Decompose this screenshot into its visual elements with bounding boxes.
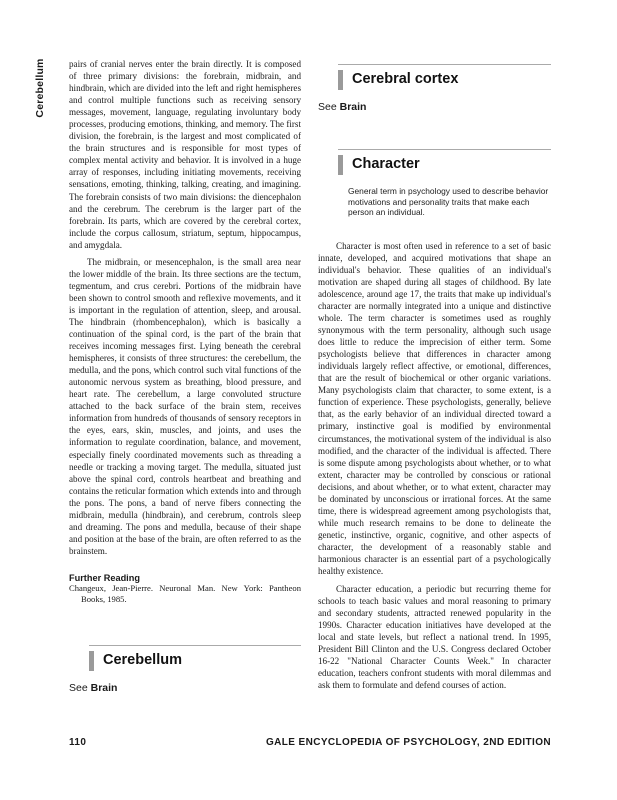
left-column <box>69 58 301 694</box>
further-reading-heading: Further Reading <box>69 572 140 583</box>
further-reading-ref: Changeux, Jean-Pierre. Neuronal Man. New York: Pantheon Books, 1985. <box>69 582 301 605</box>
character-paragraph-2: Character education, a periodic but recurring theme for schools to teach basic values and moral reasoning to primary and secondary students, attracted renewed popularity in the 1990s. Character education initiatives have developed at the local and state levels, but reflect a national trend. In 1995, President Bill Clinton and the U.S. Congress declared October 16-22 "National Character Counts Week." In character education, teachers confront students with moral dilemmas and ask them to formulate and defend courses of action. <box>318 584 551 691</box>
section-bar <box>338 70 343 90</box>
section-bar <box>338 155 343 175</box>
character-definition: General term in psychology used to describe behavior motivations and personality traits that make each person an individual. <box>348 186 549 218</box>
brain-paragraph-1: pairs of cranial nerves enter the brain directly. It is composed of three primary divisions: the forebrain, midbrain, and hindbrain, which are divided into the left and right hemispheres and control multiple functions such as receiving sensory messages, movement, language, regulating involuntary body processes, producing emotions, thinking, and memory. The first division, the forebrain, is the largest and most complicated of the brain structures and is responsible for most types of complex mental activity and behavior. It is involved in a huge array of responses, including initiating movements, receiving sensations, emoting, thinking, talking, creating, and imagining. The forebrain consists of two main divisions: the diencephalon and the cerebrum. The cerebrum is the larger part of the forebrain. Its parts, which are covered by the cerebral cortex, include the corpus callosum, striatum, septum, hippocampus, and amygdala. <box>69 59 301 250</box>
section-rule <box>89 645 301 646</box>
see-prefix: See <box>69 682 88 695</box>
character-paragraph-1: Character is most often used in reference to a set of basic innate, developed, and acquired motivations that shape an individual's behavior. These qualities of an individual's motivation are shaped during all stages of childhood. By late adolescence, around age 17, the traits that make up individual's character are normally integrated into a unique and distinctive whole. The term character is sometimes used as roughly synonymous with the term personality, although such usage does little to reduce the imprecision of either term. Some psychologists believe that differences in character among individuals largely reflect affective, or emotional, differences, that are the result of biochemical or other organic variations. Many psychologists claim that character, to some extent, is a function of experience. These psychologists, generally, believe that, as the early behavior of an individual directed toward a primary, instinctive goal is modified by environmental circumstances, the motivational system of the individual is also modified, and the character of the individual is affected. There is some dispute among psychologists about whether, or to what extent, character may be controlled by conscious or rational decisions, and about whether, or to what extent, character may be dominated by unconscious or irrational forces. At the same time, there is widespread agreement among psychologists that, while much research remains to be done to delineate the genetic, instinctive, organic, cognitive, and other aspects of character, the development of a reasonably stable and harmonious character is an essential part of a psychologically healthy existence. <box>318 240 551 577</box>
section-cerebral-cortex <box>318 64 551 87</box>
book-title-footer: GALE ENCYCLOPEDIA OF PSYCHOLOGY, 2ND EDITION <box>265 737 551 748</box>
see-reference-cerebral-cortex <box>318 101 551 113</box>
page-number: 110 <box>69 737 87 748</box>
section-rule <box>338 149 551 150</box>
section-character <box>318 149 551 172</box>
running-head-label: Cerebellum <box>34 58 46 118</box>
see-prefix: See <box>318 101 337 113</box>
section-cerebellum <box>69 645 301 668</box>
brain-paragraph-2: The midbrain, or mesencephalon, is the small area near the lower middle of the brain. Its three sections are the tectum, tegmentum, and crus cerebri. Portions of the midbrain have been shown to control smooth and reflexive movements, and it is important in the regulation of attention, sleep, and arousal. The hindbrain (rhombencephalon), which is basically a continuation of the spinal cord, is the part of the brain that receives incoming messages first. Lying beneath the cerebral hemispheres, it consists of three structures: the cerebellum, the medulla, and the pons, which control such vital functions of the autonomic nervous system as breathing, blood pressure, and heart rate. The cerebellum, a large convoluted structure attached to the back surface of the brain stem, receives information from hundreds of thousands of sensory receptors in the eyes, ears, skin, muscles, and joints, and uses the information to regulate coordination, balance, and movement, especially finely coordinated movements such as threading a needle or tracking a moving target. The medulla, situated just above the spinal cord, controls heartbeat and breathing and contains the reticular formation which extends into and through the pons. The pons, a band of nerve fibers connecting the midbrain, medulla (hindbrain), and cerebrum, controls sleep and dreaming. The pons and medulla, because of their shape and position at the base of the brain, are often referred to as the brainstem. <box>69 256 301 556</box>
right-column <box>318 58 551 692</box>
section-rule <box>338 64 551 65</box>
see-link-brain[interactable]: Brain <box>90 682 118 695</box>
see-link-brain[interactable]: Brain <box>339 101 367 113</box>
see-reference-cerebellum <box>69 682 301 694</box>
section-title-cerebellum: Cerebellum <box>103 652 182 669</box>
section-title-cerebral-cortex: Cerebral cortex <box>352 71 459 87</box>
running-head-vertical <box>32 60 46 120</box>
section-title-character: Character <box>352 156 420 172</box>
section-bar <box>89 651 94 671</box>
